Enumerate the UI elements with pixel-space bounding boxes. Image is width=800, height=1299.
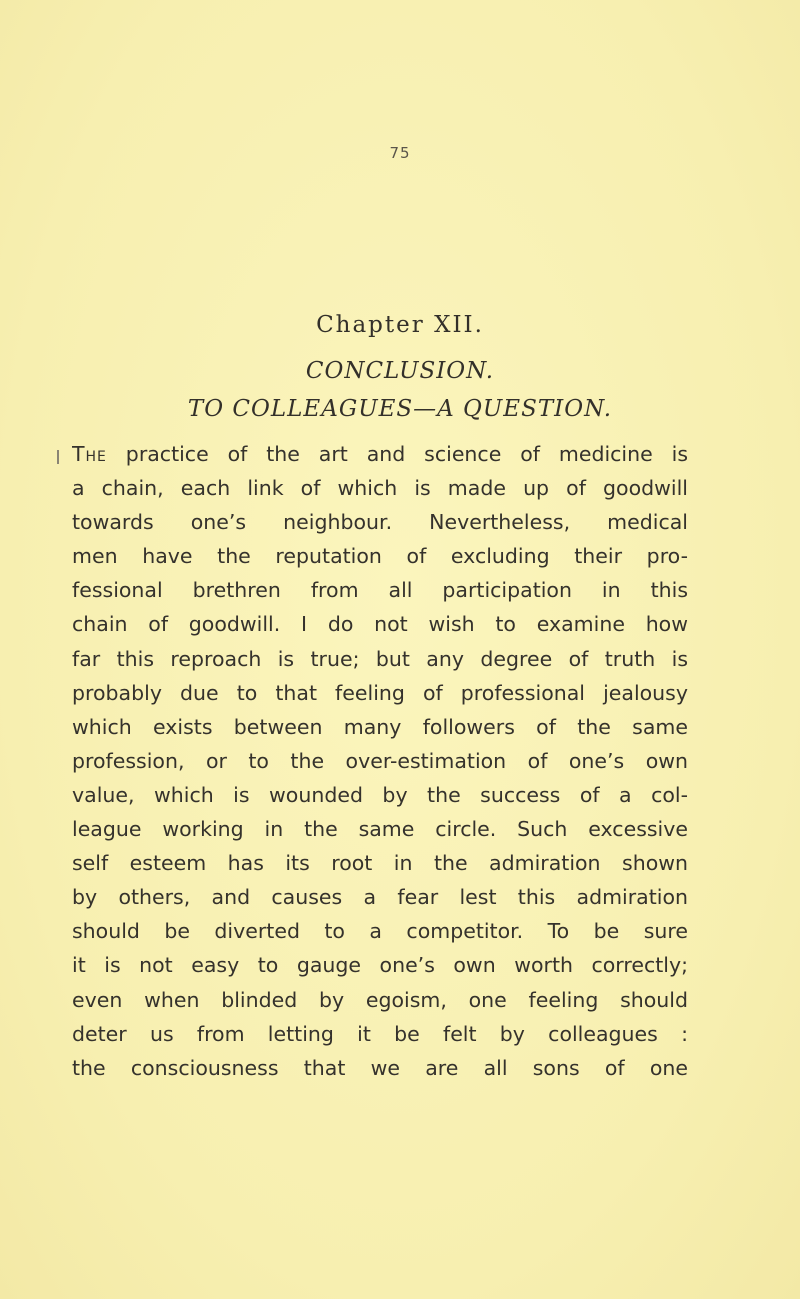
page-number: 75 — [389, 144, 411, 162]
text-line-13: self esteem has its root in the admiration shown — [72, 851, 688, 876]
text-line-2: a chain, each link of which is made up of goodwill — [72, 476, 688, 501]
text-line-9: which exists between many followers of the same — [72, 714, 688, 739]
text-line-1 — [72, 437, 688, 471]
chapter-title-line-1: CONCLUSION. — [305, 358, 495, 384]
text-line-17: even when blinded by egoism, one feeling should — [72, 987, 688, 1012]
text-line-8: probably due to that feeling of professional jealousy — [72, 680, 688, 705]
text-line-14: by others, and causes a fear lest this admiration — [72, 885, 688, 910]
text-line-7: far this reproach is true; but any degree of truth is — [72, 646, 688, 671]
text-line-16: it is not easy to gauge one’s own worth correctly; — [72, 953, 688, 978]
text-line-15: should be diverted to a competitor. To be sure — [72, 919, 688, 944]
text-line-6: chain of goodwill. I do not wish to examine how — [72, 612, 688, 637]
chapter-title-line-2: TO COLLEAGUES—A QUESTION. — [187, 396, 613, 422]
text-line-12: league working in the same circle. Such excessive — [72, 817, 688, 842]
drop-word: The — [72, 442, 107, 466]
text-line-5: fessional brethren from all participation in this — [72, 578, 688, 603]
text-line-3: towards one’s neighbour. Nevertheless, medical — [72, 510, 688, 535]
text-line-11: value, which is wounded by the success of a col- — [72, 782, 688, 807]
text-line-10: profession, or to the over-estimation of one’s own — [72, 748, 688, 773]
text-line-4: men have the reputation of excluding their pro- — [72, 544, 688, 569]
margin-mark — [57, 450, 59, 464]
text-line-18: deter us from letting it be felt by colleagues : — [72, 1021, 688, 1046]
text-line-1-rest: practice of the art and science of medicine is — [106, 442, 688, 466]
text-line-19: the consciousness that we are all sons of one — [72, 1055, 688, 1080]
chapter-heading: Chapter XII. — [316, 312, 484, 338]
body-paragraph — [72, 437, 688, 1085]
